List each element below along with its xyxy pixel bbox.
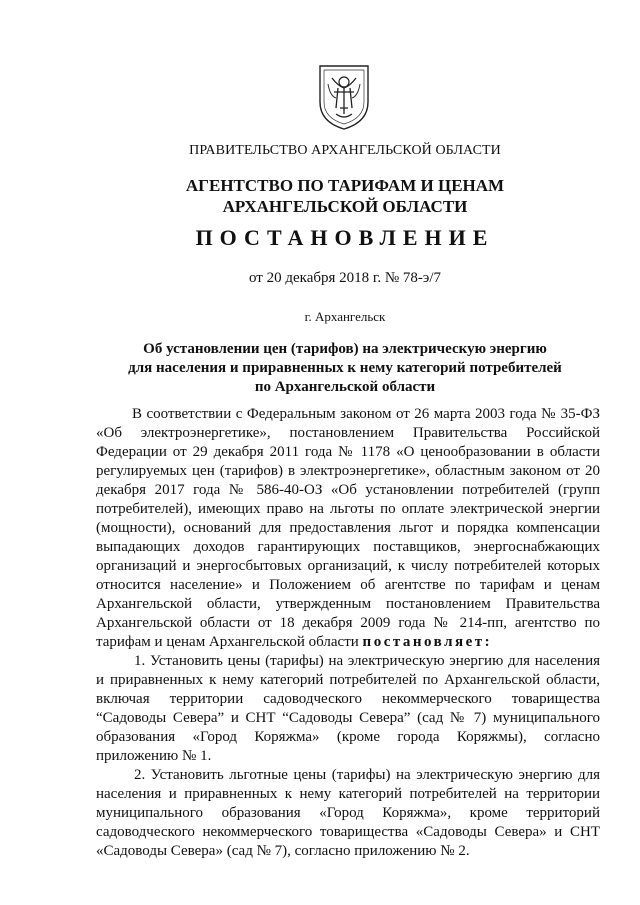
preamble-text: В соответствии с Федеральным законом от 26 марта 2003 года № 35-ФЗ «Об электроэнергетике», постановлением Правительства Российской Федерации от 29 декабря 2011 года № 1178 «О ценообразовании в области регулируемых цен (тарифов) в электроэнергетике», областным законом от 20 декабря 2017 года № 586-40-ОЗ «Об установлении потребителей (групп потребителей), имеющих право на льготы по оплате электрической энергии (мощности), оснований для предоставления льгот и порядка компенсации выпадающих доходов гарантирующих поставщиков, энергоснабжающих организаций и энергосбытовых организаций, к числу потребителей которых относится население» и Положением об агентстве по тарифам и ценам Архангельской области, утвержденным постановлением Правительства Архангельской области от 18 декабря 2009 года № 214-пп, агентство по тарифам и ценам Архангельской области xyxy=(96,406,600,650)
preamble-paragraph xyxy=(96,405,600,652)
item-2-paragraph: 2. Установить льготные цены (тарифы) на электрическую энергию для населения и приравненных к нему категорий потребителей на территории муниципального образования «Город Коряжма», кроме территорий садоводческого некоммерческого товарищества «Садоводы Севера» и СНТ «Садоводы Севера» (сад № 7), согласно приложению № 2. xyxy=(96,767,600,859)
agency-name-line1: АГЕНТСТВО ПО ТАРИФАМ И ЦЕНАМ xyxy=(185,176,505,195)
subject-line3: по Архангельской области xyxy=(254,379,436,395)
document-body xyxy=(96,405,600,861)
city: г. Архангельск xyxy=(304,309,386,324)
agency-name xyxy=(0,175,640,217)
agency-name-line2: АРХАНГЕЛЬСКОЙ ОБЛАСТИ xyxy=(222,197,468,216)
date-number: от 20 декабря 2018 г. № 78-э/7 xyxy=(248,270,442,286)
government-name: ПРАВИТЕЛЬСТВО АРХАНГЕЛЬСКОЙ ОБЛАСТИ xyxy=(189,143,501,158)
item-1-paragraph: 1. Установить цены (тарифы) на электрическую энергию для населения и приравненных к нему категорий потребителей по Архангельской области, включая территории садоводческого некоммерческого товарищества “Садоводы Севера” и СНТ “Садоводы Севера” (сад № 7) муниципального образования «Город Коряжма» (кроме города Коряжмы), согласно приложению № 1. xyxy=(96,653,600,764)
document-type: ПОСТАНОВЛЕНИЕ xyxy=(195,225,495,250)
document-subject xyxy=(0,340,640,397)
coat-of-arms-icon xyxy=(314,62,374,132)
subject-line1: Об установлении цен (тарифов) на электрическую энергию xyxy=(143,341,547,357)
resolves-word: постановляет: xyxy=(362,634,493,650)
subject-line2: для населения и приравненных к нему категорий потребителей xyxy=(128,360,562,376)
